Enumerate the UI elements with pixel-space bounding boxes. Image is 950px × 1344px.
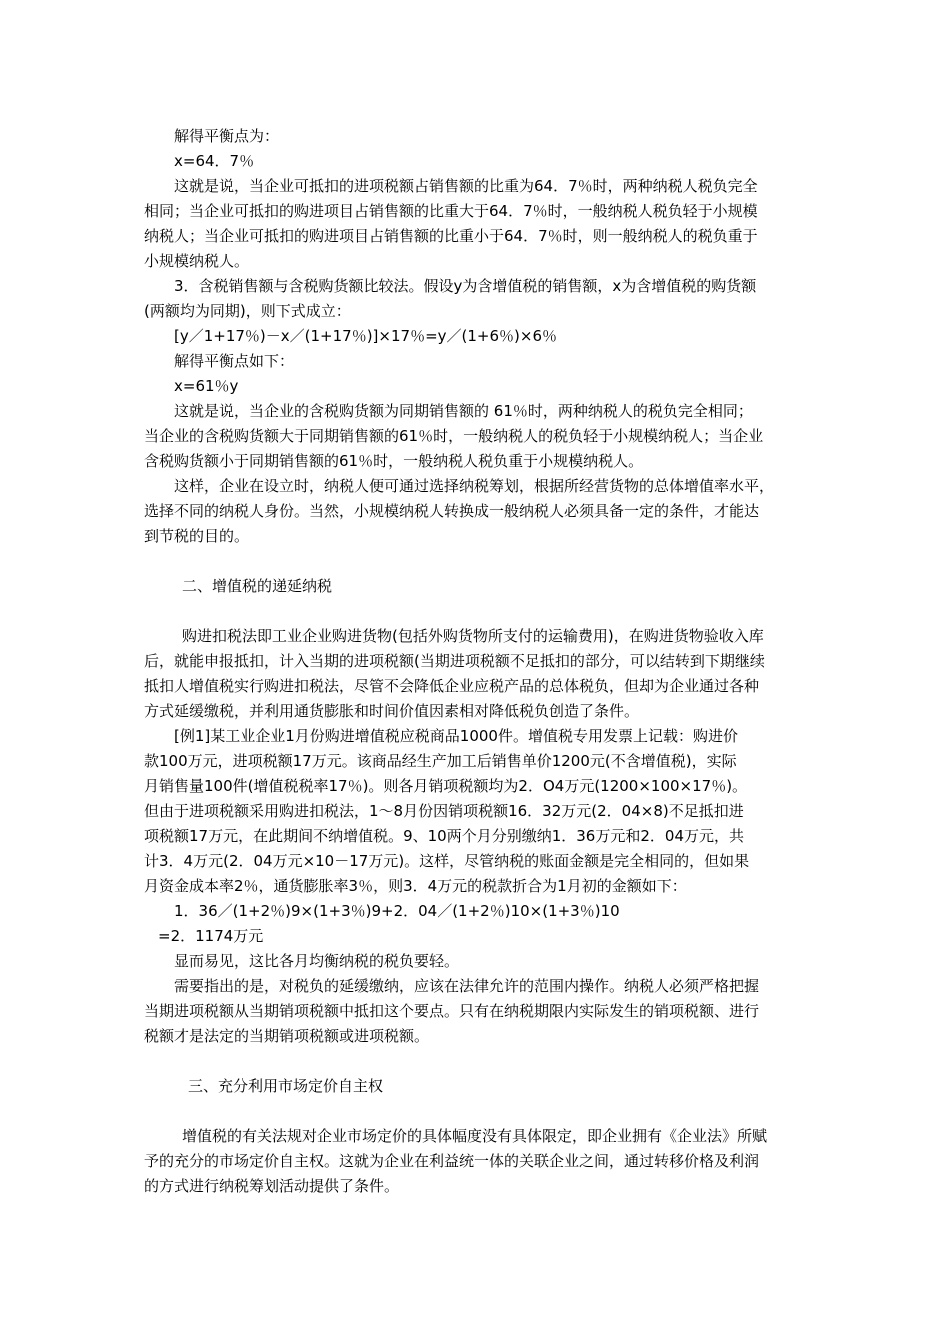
text-line: 这就是说，当企业可抵扣的进项税额占销售额的比重为64．7％时，两种纳税人税负完全: [174, 177, 758, 195]
text-line: x=64．7％: [174, 152, 255, 170]
text-line: 计3．4万元(2．04万元×10－17万元)。这样，尽管纳税的账面金额是完全相同的，但如果: [144, 852, 750, 870]
text-line: 显而易见，这比各月均衡纳税的税负要轻。: [174, 952, 460, 970]
text-line: 但由于进项税额采用购进扣税法，1～8月份因销项税额16．32万元(2．04×8)不足抵扣进: [144, 802, 744, 820]
section-heading: 三、充分利用市场定价自主权: [188, 1077, 384, 1095]
text-line: 方式延缓缴税，并利用通货膨胀和时间价值因素相对降低税负创造了条件。: [144, 702, 640, 720]
formula-line: [y／1+17％)－x／(1+17％)]×17％=y／(1+6％)×6％: [174, 327, 557, 345]
document-page: [144, 124, 806, 1199]
text-line: 需要指出的是，对税负的延缓缴纳，应该在法律允许的范围内操作。纳税人必须严格把握: [174, 977, 760, 995]
text-line: 当企业的含税购货额大于同期销售额的61％时，一般纳税人的税负轻于小规模纳税人；当企业: [144, 427, 764, 445]
text-line: 当期进项税额从当期销项税额中抵扣这个要点。只有在纳税期限内实际发生的销项税额、进行: [144, 1002, 760, 1020]
text-line: 抵扣人增值税实行购进扣税法，尽管不会降低企业应税产品的总体税负，但却为企业通过各种: [144, 677, 760, 695]
text-line: 款100万元，进项税额17万元。该商品经生产加工后销售单价1200元(不含增值税)，实际: [144, 752, 737, 770]
text-line: 选择不同的纳税人身份。当然，小规模纳税人转换成一般纳税人必须具备一定的条件，才能达: [144, 502, 760, 520]
text-line: 购进扣税法即工业企业购进货物(包括外购货物所支付的运输费用)，在购进货物验收入库: [182, 627, 764, 645]
text-line: 解得平衡点如下：: [174, 352, 295, 370]
text-line: 增值税的有关法规对企业市场定价的具体幅度没有具体限定，即企业拥有《企业法》所赋: [182, 1127, 768, 1145]
formula-line: 1．36／(1+2％)9×(1+3％)9+2．04／(1+2％)10×(1+3％)10: [174, 902, 620, 920]
spacer: [144, 599, 806, 624]
text-line: 解得平衡点为：: [174, 127, 280, 145]
text-line: 后，就能申报抵扣，计入当期的进项税额(当期进项税额不足抵扣的部分，可以结转到下期继续: [144, 652, 765, 670]
text-line: (两额均为同期)，则下式成立：: [144, 302, 351, 320]
text-line: [例1]某工业企业1月份购进增值税应税商品1000件。增值税专用发票上记载：购进价: [174, 727, 738, 745]
text-line: 3．含税销售额与含税购货额比较法。假设y为含增值税的销售额，x为含增值税的购货额: [174, 277, 757, 295]
text-line: 相同；当企业可抵扣的购进项目占销售额的比重大于64．7％时，一般纳税人税负轻于小规模: [144, 202, 758, 220]
text-line: 这样，企业在设立时，纳税人便可通过选择纳税筹划，根据所经营货物的总体增值率水平，: [174, 477, 775, 495]
text-line: 予的充分的市场定价自主权。这就为企业在利益统一体的关联企业之间，通过转移价格及利润: [144, 1152, 760, 1170]
text-line: 这就是说，当企业的含税购货额为同期销售额的 61％时，两种纳税人的税负完全相同；: [174, 402, 753, 420]
text-line: 到节税的目的。: [144, 527, 250, 545]
text-line: 的方式进行纳税筹划活动提供了条件。: [144, 1177, 400, 1195]
text-line: 纳税人；当企业可抵扣的购进项目占销售额的比重小于64．7％时，则一般纳税人的税负重于: [144, 227, 758, 245]
text-line: 小规模纳税人。: [144, 252, 250, 270]
formula-line: =2．1174万元: [158, 927, 264, 945]
formula-line: x=61％y: [174, 377, 239, 395]
spacer: [144, 549, 806, 574]
spacer: [144, 1099, 806, 1124]
text-line: 项税额17万元，在此期间不纳增值税。9、10两个月分别缴纳1．36万元和2．04万元，共: [144, 827, 744, 845]
spacer: [144, 1049, 806, 1074]
section-heading: 二、增值税的递延纳税: [182, 577, 333, 595]
text-line: 含税购货额小于同期销售额的61％时，一般纳税人税负重于小规模纳税人。: [144, 452, 644, 470]
text-line: 税额才是法定的当期销项税额或进项税额。: [144, 1027, 430, 1045]
text-line: 月资金成本率2％，通货膨胀率3％，则3．4万元的税款折合为1月初的金额如下：: [144, 877, 687, 895]
text-line: 月销售量100件(增值税税率17％)。则各月销项税额均为2．O4万元(1200×100×17％)。: [144, 777, 748, 795]
